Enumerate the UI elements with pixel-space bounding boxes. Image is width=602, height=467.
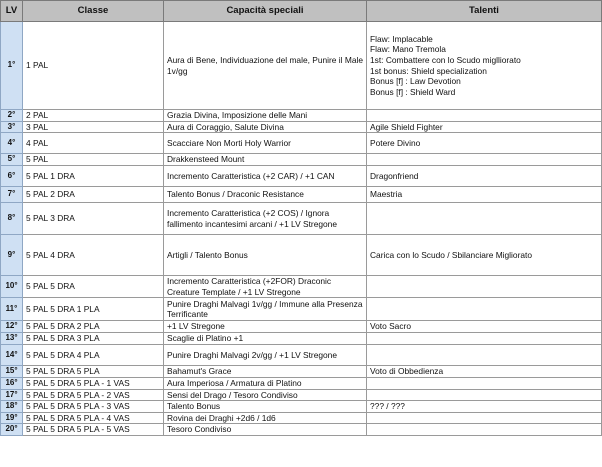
table-row xyxy=(1,298,602,321)
talenti-cell[interactable] xyxy=(367,298,602,321)
talenti-cell[interactable] xyxy=(367,154,602,166)
level-cell[interactable]: 9° xyxy=(1,235,23,276)
capacita-cell[interactable]: Aura di Coraggio, Salute Divina xyxy=(164,121,367,133)
classe-cell[interactable]: 5 PAL 5 DRA 5 PLA - 1 VAS xyxy=(23,377,164,389)
classe-cell[interactable]: 5 PAL 5 DRA xyxy=(23,276,164,298)
talenti-cell[interactable] xyxy=(367,276,602,298)
capacita-cell[interactable]: Sensi del Drago / Tesoro Condiviso xyxy=(164,389,367,401)
classe-cell[interactable]: 1 PAL xyxy=(23,22,164,110)
table-row xyxy=(1,110,602,122)
classe-cell[interactable]: 4 PAL xyxy=(23,133,164,154)
talenti-cell[interactable] xyxy=(367,321,602,333)
capacita-cell[interactable]: Aura di Bene, Individuazione del male, Punire il Male 1v/gg xyxy=(164,22,367,110)
talenti-cell[interactable] xyxy=(367,110,602,122)
table-row xyxy=(1,332,602,344)
talento-entry: Dragonfriend xyxy=(370,170,419,181)
talento-entry: ??? / ??? xyxy=(370,401,405,412)
table-row xyxy=(1,377,602,389)
classe-cell[interactable]: 5 PAL 5 DRA 1 PLA xyxy=(23,298,164,321)
capacita-cell[interactable]: Scaglie di Platino +1 xyxy=(164,332,367,344)
talenti-cell[interactable] xyxy=(367,332,602,344)
level-cell[interactable]: 7° xyxy=(1,187,23,203)
level-cell[interactable]: 13° xyxy=(1,332,23,344)
capacita-cell[interactable]: Punire Draghi Malvagi 2v/gg / +1 LV Stregone xyxy=(164,344,367,365)
classe-cell[interactable]: 5 PAL 5 DRA 3 PLA xyxy=(23,332,164,344)
table-row xyxy=(1,235,602,276)
table-row xyxy=(1,187,602,203)
level-cell[interactable]: 20° xyxy=(1,424,23,436)
talenti-cell[interactable] xyxy=(367,166,602,187)
level-cell[interactable]: 5° xyxy=(1,154,23,166)
talenti-cell[interactable] xyxy=(367,412,602,424)
table-row xyxy=(1,321,602,333)
talenti-cell[interactable] xyxy=(367,344,602,365)
table-row xyxy=(1,276,602,298)
table-row xyxy=(1,389,602,401)
talento-entry: Carica con lo Scudo / Sbilanciare Migliorato xyxy=(370,249,532,260)
talenti-cell[interactable] xyxy=(367,133,602,154)
talento-entry: Voto Sacro xyxy=(370,321,411,332)
table-row xyxy=(1,203,602,235)
table-row xyxy=(1,401,602,413)
level-cell[interactable]: 10° xyxy=(1,276,23,298)
talento-entry: Maestria xyxy=(370,189,403,200)
talenti-cell[interactable] xyxy=(367,401,602,413)
level-cell[interactable]: 2° xyxy=(1,110,23,122)
level-cell[interactable]: 8° xyxy=(1,203,23,235)
level-cell[interactable]: 4° xyxy=(1,133,23,154)
level-cell[interactable]: 12° xyxy=(1,321,23,333)
header-row xyxy=(1,1,602,22)
level-cell[interactable]: 17° xyxy=(1,389,23,401)
talenti-cell[interactable] xyxy=(367,389,602,401)
level-cell[interactable]: 11° xyxy=(1,298,23,321)
classe-cell[interactable]: 5 PAL 2 DRA xyxy=(23,187,164,203)
classe-cell[interactable]: 5 PAL 5 DRA 2 PLA xyxy=(23,321,164,333)
talenti-cell[interactable] xyxy=(367,203,602,235)
level-cell[interactable]: 6° xyxy=(1,166,23,187)
capacita-cell[interactable]: Drakkensteed Mount xyxy=(164,154,367,166)
table-row xyxy=(1,365,602,377)
talenti-cell[interactable] xyxy=(367,377,602,389)
classe-cell[interactable]: 5 PAL xyxy=(23,154,164,166)
capacita-cell[interactable]: Aura Imperiosa / Armatura di Platino xyxy=(164,377,367,389)
talento-entry: Bonus [f] : Law Devotion xyxy=(370,76,461,87)
capacita-cell[interactable]: Punire Draghi Malvagi 1v/gg / Immune alla Presenza Terrificante xyxy=(164,298,367,321)
capacita-cell[interactable]: Incremento Caratteristica (+2FOR) Draconic Creature Template / +1 LV Stregone xyxy=(164,276,367,298)
talento-entry: 1st bonus: Shield specialization xyxy=(370,65,487,76)
level-cell[interactable]: 18° xyxy=(1,401,23,413)
talenti-cell[interactable] xyxy=(367,365,602,377)
header-classe: Classe xyxy=(23,1,164,22)
talenti-cell[interactable] xyxy=(367,22,602,110)
table-row xyxy=(1,154,602,166)
capacita-cell[interactable]: Talento Bonus / Draconic Resistance xyxy=(164,187,367,203)
talenti-cell[interactable] xyxy=(367,121,602,133)
header-talenti: Talenti xyxy=(367,1,602,22)
capacita-cell[interactable]: +1 LV Stregone xyxy=(164,321,367,333)
table-row xyxy=(1,412,602,424)
talento-entry: 1st: Combattere con lo Scudo miglliorato xyxy=(370,54,521,65)
capacita-cell[interactable]: Incremento Caratteristica (+2 COS) / Ignora fallimento incantesimi arcani / +1 LV Stregone xyxy=(164,203,367,235)
classe-cell[interactable]: 5 PAL 5 DRA 5 PLA - 2 VAS xyxy=(23,389,164,401)
classe-cell[interactable]: 5 PAL 5 DRA 4 PLA xyxy=(23,344,164,365)
classe-cell[interactable]: 5 PAL 1 DRA xyxy=(23,166,164,187)
capacita-cell[interactable]: Incremento Caratteristica (+2 CAR) / +1 CAN xyxy=(164,166,367,187)
capacita-cell[interactable]: Talento Bonus xyxy=(164,401,367,413)
talento-entry: Agile Shield Fighter xyxy=(370,121,443,132)
classe-cell[interactable]: 5 PAL 5 DRA 5 PLA - 4 VAS xyxy=(23,412,164,424)
classe-cell[interactable]: 3 PAL xyxy=(23,121,164,133)
level-cell[interactable]: 3° xyxy=(1,121,23,133)
table-row xyxy=(1,344,602,365)
capacita-cell[interactable]: Grazia Divina, Imposizione delle Mani xyxy=(164,110,367,122)
talento-entry: Flaw: Mano Tremola xyxy=(370,44,446,55)
table-row xyxy=(1,166,602,187)
classe-cell[interactable]: 5 PAL 5 DRA 5 PLA xyxy=(23,365,164,377)
talento-entry: Voto di Obbedienza xyxy=(370,366,444,377)
classe-cell[interactable]: 5 PAL 5 DRA 5 PLA - 3 VAS xyxy=(23,401,164,413)
talenti-cell[interactable] xyxy=(367,187,602,203)
capacita-cell[interactable]: Tesoro Condiviso xyxy=(164,424,367,436)
header-lv: LV xyxy=(1,1,23,22)
talenti-cell[interactable] xyxy=(367,424,602,436)
table-row xyxy=(1,121,602,133)
classe-cell[interactable]: 5 PAL 5 DRA 5 PLA - 5 VAS xyxy=(23,424,164,436)
header-capacita: Capacità speciali xyxy=(164,1,367,22)
table-row xyxy=(1,424,602,436)
capacita-cell[interactable]: Bahamut's Grace xyxy=(164,365,367,377)
table-body xyxy=(1,22,602,436)
classe-cell[interactable]: 5 PAL 3 DRA xyxy=(23,203,164,235)
talento-entry: Flaw: Implacable xyxy=(370,33,433,44)
capacita-cell[interactable]: Rovina dei Draghi +2d6 / 1d6 xyxy=(164,412,367,424)
table-row xyxy=(1,133,602,154)
level-cell[interactable]: 15° xyxy=(1,365,23,377)
level-cell[interactable]: 1° xyxy=(1,22,23,110)
talento-entry: Potere Divino xyxy=(370,137,421,148)
classe-cell[interactable]: 2 PAL xyxy=(23,110,164,122)
talenti-cell[interactable] xyxy=(367,235,602,276)
talento-entry: Bonus [f] : Shield Ward xyxy=(370,86,456,97)
classe-cell[interactable]: 5 PAL 4 DRA xyxy=(23,235,164,276)
level-cell[interactable]: 16° xyxy=(1,377,23,389)
table-row xyxy=(1,22,602,110)
capacita-cell[interactable]: Scacciare Non Morti Holy Warrior xyxy=(164,133,367,154)
capacita-cell[interactable]: Artigli / Talento Bonus xyxy=(164,235,367,276)
level-cell[interactable]: 14° xyxy=(1,344,23,365)
level-cell[interactable]: 19° xyxy=(1,412,23,424)
